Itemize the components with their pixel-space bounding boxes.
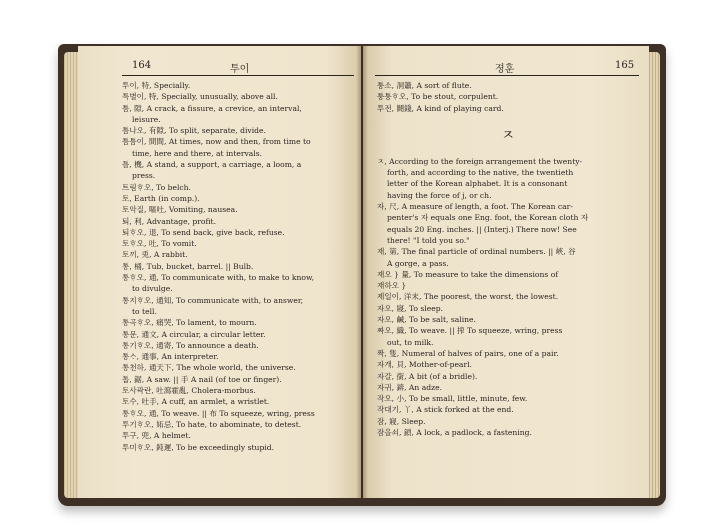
dictionary-line: time, here and there, at intervals.	[132, 148, 263, 158]
right-header-rule	[375, 75, 639, 76]
dictionary-line: 자오, 鹹, To be salt, saline.	[377, 315, 476, 325]
dictionary-line: 토악질, 嘔吐, Vomiting, nausea.	[122, 205, 238, 215]
dictionary-line: 자갈, 銜, A bit (of a bridle).	[377, 371, 478, 381]
dictionary-line: 통기ᄒᆞ오, 通寄, To announce a death.	[122, 340, 259, 350]
left-page	[78, 46, 361, 498]
dictionary-line: 틈틈이, 間間, At times, now and then, from time to	[122, 137, 311, 147]
dictionary-line: 잠, 寢, Sleep.	[377, 416, 426, 426]
dictionary-line: 토수, 吐手, A cuff, an armlet, a wristlet.	[122, 397, 270, 407]
dictionary-line: penter's 자 equals one Eng. foot, the Korean cloth 자	[387, 213, 589, 223]
left-page-number: 164	[132, 60, 152, 71]
dictionary-line: 토, Earth (in comp.).	[122, 193, 200, 203]
dictionary-line: letter of the Korean alphabet. It is a consonant	[387, 179, 568, 189]
dictionary-line: 토끼, 兎, A rabbit.	[122, 250, 188, 260]
dictionary-line: forth, and according to the native, the twentieth	[387, 168, 574, 178]
dictionary-line: 퇴ᄒᆞ오, 退, To send back, give back, refuse.	[122, 227, 285, 237]
dictionary-line: 퉁퉁ᄒᆞ오, To be stout, corpulent.	[377, 92, 499, 102]
dictionary-line: 트림ᄒᆞ오, To belch.	[122, 182, 191, 192]
dictionary-line: having the force of j, or ch.	[387, 190, 492, 200]
dictionary-line: 투기ᄒᆞ오, 妬忌, To hate, to abominate, to detest.	[122, 419, 302, 429]
open-book	[58, 38, 666, 510]
left-page-header-word: 투이	[230, 64, 250, 75]
right-page-header-word: 졍훈	[495, 64, 515, 75]
dictionary-line: 투전, 鬪錢, A kind of playing card.	[377, 103, 504, 113]
dictionary-line: 자오, 寢, To sleep.	[377, 303, 443, 313]
dictionary-line: 작대기, 丫, A stick forked at the end.	[377, 405, 514, 415]
dictionary-line: 통ᄒᆞ오, 通, To weave. || 布 To squeeze, wring, press	[122, 408, 315, 418]
dictionary-line: 자귀, 錛, An adze.	[377, 382, 443, 392]
dictionary-line: 특별이, 特, Specially, unusually, above all.	[122, 92, 278, 102]
dictionary-line: 틈나오, 有隙, To split, separate, divide.	[122, 126, 266, 136]
dictionary-line: 퉁소, 洞簫, A sort of flute.	[377, 81, 472, 90]
dictionary-line: ㅈ, According to the foreign arrangement the twenty-	[377, 156, 583, 166]
dictionary-line: 작오, 小, To be small, little, minute, few.	[377, 394, 528, 404]
dictionary-line: press.	[132, 171, 156, 181]
dictionary-line: A gorge, a pass.	[387, 258, 449, 268]
dictionary-line: 제일이, 洋末, The poorest, the worst, the lowest.	[377, 292, 559, 302]
book-gutter	[356, 46, 368, 498]
dictionary-line: 통, 桶, Tub, bucket, barrel. || Bulb.	[122, 261, 254, 271]
dictionary-line: to tell.	[132, 306, 157, 316]
dictionary-line: 통ᄉᆞ, 通事, An interpreter.	[122, 352, 219, 362]
right-page-number: 165	[615, 60, 635, 71]
dictionary-line: 토ᄒᆞ오, 吐, To vomit.	[122, 239, 197, 249]
dictionary-line: 짜오, 織, To weave. || 搾 To squeeze, wring, press	[377, 326, 563, 336]
dictionary-line: 틀, 機, A stand, a support, a carriage, a loom, a	[122, 160, 302, 170]
left-entries	[122, 80, 356, 453]
dictionary-line: equals 20 Eng. inches. || (Interj.) There now! See	[387, 224, 577, 234]
dictionary-line: 통문, 通文, A circular, a circular letter.	[122, 329, 266, 339]
dictionary-line: 투구, 兜, A helmet.	[122, 431, 191, 441]
dictionary-line: 자, 尺, A measure of length, a foot. The Korean car-	[377, 202, 573, 212]
dictionary-line: to divulge.	[132, 284, 173, 294]
dictionary-line: 퇴, 利, Advantage, profit.	[122, 216, 216, 226]
right-entries	[377, 80, 639, 438]
dictionary-line: 투미ᄒᆞ오, 鈍遲, To be exceedingly stupid.	[122, 442, 275, 452]
dictionary-line: 통곡ᄒᆞ오, 痛哭, To lament, to mourn.	[122, 318, 257, 328]
left-header-rule	[122, 75, 354, 76]
dictionary-line: 토사곽란, 吐瀉霍亂, Cholera-morbus.	[122, 386, 256, 396]
dictionary-line: out, to milk.	[387, 337, 434, 347]
right-page	[363, 46, 649, 498]
dictionary-line: 재오 } 量, To measure to take the dimensions of	[377, 269, 559, 279]
dictionary-line: leisure.	[132, 114, 161, 124]
dictionary-line: 재하오 }	[377, 281, 407, 291]
dictionary-line: 짝, 隻, Numeral of halves of pairs, one of a pair.	[377, 348, 559, 358]
dictionary-line: 자개, 貝, Mother-of-pearl.	[377, 360, 472, 370]
dictionary-line: 톱, 鋸, A saw. || 手 A nail (of toe or finger).	[122, 374, 282, 384]
section-letter: ㅈ	[501, 127, 515, 144]
dictionary-line: 통천하, 通天下, The whole world, the universe.	[122, 363, 296, 373]
dictionary-line: there! "I told you so."	[387, 235, 470, 245]
dictionary-line: 투이, 特, Specially.	[122, 81, 191, 90]
dictionary-line: 통ᄒᆞ오, 通, To communicate with, to make to know,	[122, 273, 314, 283]
dictionary-line: 잠을쇠, 鎖, A lock, a padlock, a fastening.	[377, 428, 532, 438]
dictionary-line: 틈, 隙, A crack, a fissure, a crevice, an interval,	[122, 103, 302, 113]
dictionary-line: 통지ᄒᆞ오, 通知, To communicate with, to answer,	[122, 295, 304, 305]
dictionary-line: 재, 第, The final particle of ordinal numbers. || 峽, 谷	[377, 247, 576, 257]
